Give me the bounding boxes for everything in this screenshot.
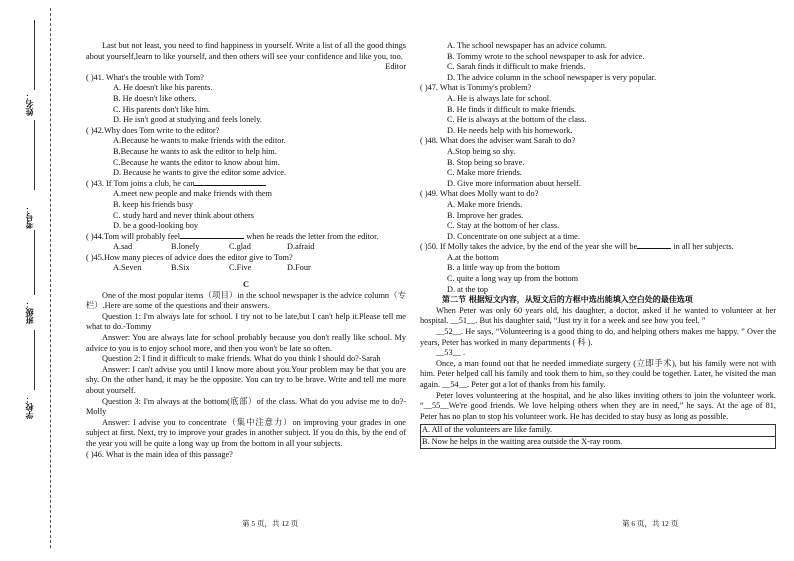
question-42: ( )42.Why does Tom write to the editor? — [86, 125, 220, 135]
question-50-text-tail: in all her subjects. — [673, 242, 734, 252]
option: D. Concentrate on one subject at a time. — [447, 231, 580, 241]
question-47: ( )47. What is Tommy's problem? — [420, 83, 532, 93]
answer-blank — [180, 238, 244, 239]
name-blank-line — [34, 20, 35, 90]
option: B. Improve her grades. — [447, 210, 524, 220]
option: A.Because he wants to make friends with the editor. — [113, 136, 286, 146]
answer-blank — [194, 185, 266, 186]
exam-number-label: 考号： — [25, 205, 34, 229]
question-2-text: Question 2: I find it difficult to make friends. What do you think I should do?-Sarah — [102, 354, 381, 364]
intro-paragraph: Last but not least, you need to find happiness in yourself. Write a list of all the good things about yourself,learn to like yourself, and then others will see your confidence and like you, too. — [86, 41, 406, 61]
box-option: A. All of the volunteers are like family. — [422, 425, 553, 435]
answer-1-text: Answer: You are always late for school probably because you don't really like school. My advice to you is to enjoy school more, and then you won't be late so often. — [86, 333, 406, 353]
passage-paragraph-4: Peter loves volunteering at the hospital, and he also likes inviting others to join the volunteer work. “__55__We're good friends. We love helping others when they are in need,” he says. At the age of 81, Peter has no plan to stop his volunteer work. He has decided to stay busy as long as possible. — [420, 390, 776, 421]
options-row — [86, 263, 406, 274]
question-50-text: ( )50. If Molly takes the advice, by the end of the year she will be — [420, 242, 638, 252]
question-48: ( )48. What does the adviser want Sarah to do? — [420, 136, 576, 146]
option: B. He doesn't like others. — [113, 93, 197, 103]
option: C. His parents don't like him. — [113, 104, 211, 114]
option: B. a little way up from the bottom — [447, 263, 560, 273]
option: C.Five — [229, 263, 252, 273]
section-c-heading: C — [243, 280, 249, 290]
option: D.afraid — [287, 242, 315, 252]
options-row — [86, 242, 406, 253]
option: C.glad — [229, 242, 251, 252]
answer-2-text: Answer: I can't advise you until I know more about you.Your problem may be that you are shy. On the other hand, it may be the opposite. You can try to be brave. Write and tell me more about yourself. — [86, 364, 406, 395]
school-label: 学校： — [25, 395, 34, 419]
question-43 — [86, 179, 406, 190]
option: B. Stop being so brave. — [447, 157, 525, 167]
question-43-text: ( )43. If Tom joins a club, he can — [86, 178, 195, 188]
option: D.Four — [287, 263, 311, 273]
cut-line — [50, 8, 51, 548]
left-column — [86, 41, 406, 460]
exam-number-blank-line — [34, 120, 35, 190]
option: A.Stop being so shy. — [447, 146, 516, 156]
option: B.Because he wants to ask the editor to help him. — [113, 146, 277, 156]
option: B.lonely — [171, 242, 200, 252]
section-2-heading: 第二节 根据短文内容，从短文后的方框中选出能填入空白处的最佳选项 — [442, 295, 693, 305]
passage-paragraph-1: When Peter was only 60 years old, his daughter, a doctor, asked if he wanted to volunteer at her hospital. __51__. But his daughter said, “Just try it for a week and see how you feel. ” — [420, 305, 776, 326]
box-option: B. Now he helps in the waiting area outside the X-ray room. — [421, 436, 775, 448]
option: A. He is always late for school. — [447, 93, 552, 103]
name-label: 姓名： — [25, 92, 34, 116]
option: D. at the top — [447, 284, 489, 294]
option: D. He isn't good at studying and feels lonely. — [113, 115, 262, 125]
section-c-intro: One of the most popular items（项目）in the school newspaper is the advice column（专栏）.Here are some of the questions and their answers. — [86, 290, 406, 311]
option: D. Because he wants to give the editor some advice. — [113, 168, 287, 178]
page-footer-left: 第 5 页，共 12 页 — [242, 519, 299, 528]
question-49: ( )49. What does Molly want to do? — [420, 189, 539, 199]
option: B. keep his friends busy — [113, 199, 193, 209]
question-3-text: Question 3: I'm always at the bottom(底部）of the class. What do you advise me to do?-Molly — [86, 396, 406, 417]
question-46: ( )46. What is the main idea of this passage? — [86, 449, 233, 459]
class-label: 班级： — [25, 300, 34, 324]
editor-signature: Editor — [385, 62, 406, 72]
option: A.meet new people and make friends with them — [113, 189, 272, 199]
binding-margin — [0, 0, 64, 561]
passage-paragraph-3: Once, a man found out that he needed immediate surgery (立即手术), but his family were not with him. Peter helped call his family and took them to him, so they could be together. Later, he visited the man again. __54__. Peter got a lot of thanks from his family. — [420, 358, 776, 389]
option: C.Because he wants the editor to know about him. — [113, 157, 280, 167]
option: D. He needs help with his homework. — [447, 125, 573, 135]
question-41: ( )41. What's the trouble with Tom? — [86, 72, 204, 82]
page-footer-right: 第 6 页，共 12 页 — [622, 519, 679, 528]
option: A. Make more friends. — [447, 199, 523, 209]
option: B. Tommy wrote to the school newspaper to ask for advice. — [447, 51, 645, 61]
option: D. be a good-looking boy — [113, 221, 199, 231]
option: C. Make more friends. — [447, 168, 522, 178]
option: C. Stay at the bottom of her class. — [447, 221, 560, 231]
option: A. The school newspaper has an advice column. — [447, 41, 607, 50]
question-44-text-tail: when he reads the letter from the editor. — [246, 231, 379, 241]
answer-blank — [637, 248, 671, 249]
passage-blank-53: __53__ . — [436, 348, 466, 358]
answer-3-text: Answer: I advise you to concentrate（集中注意力）on improving your grades in one subject at first. Next, try to improve your grades in another subject. If you do this, by the end of the year you will be quite a long way up from the bottom in all your subjects. — [86, 417, 406, 448]
question-45: ( )45.How many pieces of advice does the editor give to Tom? — [86, 252, 293, 262]
option: D. The advice column in the school newspaper is very popular. — [447, 72, 657, 82]
option: D. Give more information about herself. — [447, 178, 581, 188]
option: A. He doesn't like his parents. — [113, 83, 213, 93]
option: B. He finds it difficult to make friends. — [447, 104, 577, 114]
class-blank-line — [34, 230, 35, 295]
question-44 — [86, 232, 406, 243]
option: C. study hard and never think about others — [113, 210, 255, 220]
option: B.Six — [171, 263, 190, 273]
option: C. Sarah finds it difficult to make friends. — [447, 62, 586, 72]
option: C. quite a long way up from the bottom — [447, 274, 579, 284]
option: A.Seven — [113, 263, 142, 273]
option: A.sad — [113, 242, 133, 252]
options-box — [420, 424, 776, 448]
right-column — [420, 41, 776, 449]
option: A.at the bottom — [447, 252, 499, 262]
option: C. He is always at the bottom of the class. — [447, 115, 587, 125]
question-44-text: ( )44.Tom will probably feel — [86, 231, 181, 241]
question-50 — [420, 242, 776, 253]
passage-paragraph-2: __52__. He says, “Volunteering is a good thing to do, and helping others makes me happy. ” Over the years, Peter has worked in many departments ( 科 ). — [420, 327, 776, 347]
question-1-text: Question 1: I'm always late for school. I try not to be late,but I can't help it.Please tell me what to do.-Tommy — [86, 311, 406, 332]
school-blank-line — [34, 330, 35, 390]
